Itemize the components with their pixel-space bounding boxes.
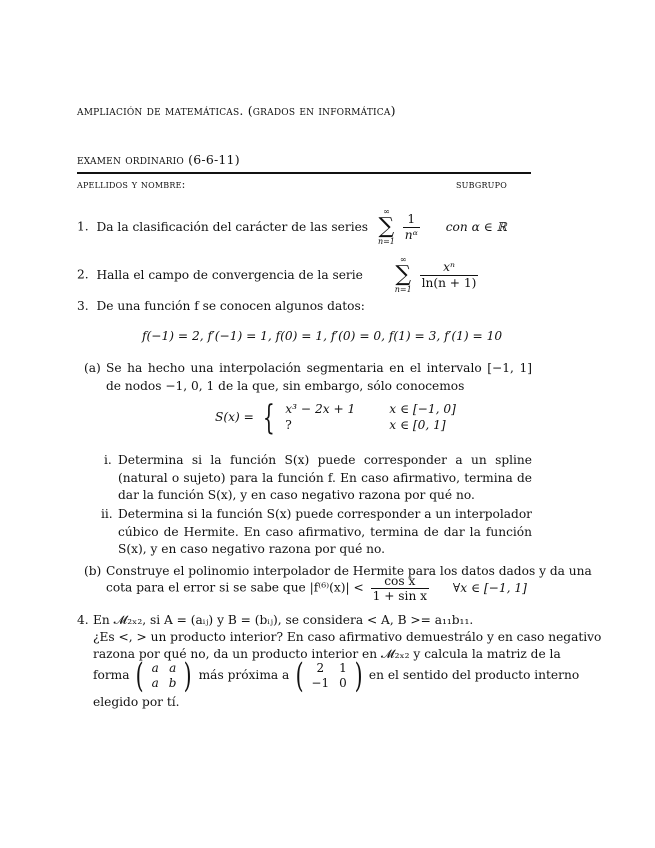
subgroup-label: subgrupo (456, 178, 507, 191)
question-number: 1. (77, 219, 89, 234)
right-paren: ) (354, 656, 363, 696)
case-condition: x ∈ [0, 1] (389, 418, 446, 432)
case-condition: x ∈ [−1, 0] (389, 402, 456, 417)
matrix-cell: a (151, 676, 159, 690)
fraction-numerator: cos x (371, 574, 429, 589)
closest-text: más próxima a (198, 668, 290, 683)
part-b-line-2 (106, 574, 527, 603)
course-title: ampliación de matemáticas. (grados en informática) (77, 103, 396, 118)
name-label: apellidos y nombre: (77, 178, 186, 191)
piecewise-lhs: S(x) = (215, 410, 254, 425)
bound-fraction (371, 574, 429, 603)
target-matrix (293, 656, 365, 696)
interval-condition: ∀x ∈ [−1, 1] (452, 580, 527, 595)
forma-text: forma (93, 668, 130, 683)
question-4-line-1: En 𝓜₂ₓ₂, si A = (aᵢⱼ) y B = (bᵢⱼ), se considera < A, B >= a₁₁b₁₁. (93, 613, 474, 627)
series-term (403, 212, 420, 241)
case-expression: x³ − 2x + 1 (285, 402, 356, 417)
sum-upper-limit: ∞ (383, 207, 390, 216)
question-4-line-3: razona por qué no, da un producto interior en 𝓜₂ₓ₂ y calcula la matriz de la (93, 647, 561, 661)
left-brace: { (262, 398, 275, 438)
matrix-table (306, 661, 351, 691)
exam-title: examen ordinario (6-6-11) (77, 152, 240, 167)
known-data-equation: f(−1) = 2, f′(−1) = 1, f(0) = 1, f′(0) = 0, f(1) = 3, f′(1) = 10 (142, 329, 503, 343)
question-number: 3. (77, 299, 89, 313)
piecewise-cases (283, 402, 464, 434)
part-b-line-1: Construye el polinomio interpolador de Hermite para los datos dados y da una (106, 564, 592, 578)
question-4-line-5: elegido por tí. (93, 695, 180, 709)
question-4-line-2: ¿Es <, > un producto interior? En caso afirmativo demuestrálo y en caso negativo (93, 630, 602, 644)
fraction-denominator: ln(n + 1) (421, 275, 477, 290)
subpart-ii-label: ii. (101, 507, 113, 521)
fraction-denominator: nᵅ (404, 227, 418, 242)
error-bound-text: cota para el error si se sabe que |f⁽⁶⁾(x)| < (106, 580, 364, 595)
case-row (283, 418, 464, 434)
matrix-table (147, 661, 182, 691)
fraction-denominator: 1 + sin x (372, 589, 428, 604)
case-row (283, 402, 464, 418)
matrix-cell: a (169, 661, 177, 675)
matrix-cell: 1 (339, 661, 347, 675)
series-term (420, 260, 479, 289)
matrix-cell: −1 (311, 676, 330, 690)
fraction-numerator: xⁿ (420, 260, 479, 275)
piecewise-function (215, 398, 464, 438)
left-paren: ( (136, 656, 144, 696)
question-text: Da la clasificación del carácter de las series (96, 219, 369, 234)
matrix-cell: a (151, 661, 159, 675)
matrix-form (133, 656, 194, 696)
matrix-cell: 2 (316, 661, 325, 675)
summation (378, 208, 395, 246)
question-1 (77, 208, 507, 246)
question-text: De una función f se conocen algunos datos: (96, 299, 365, 313)
question-number: 2. (77, 267, 89, 282)
part-a-label: (a) (84, 361, 101, 375)
part-a-text: Se ha hecho una interpolación segmentaria en el intervalo [−1, 1] de nodos −1, 0, 1 de la que, sin embargo, sólo conocemos (106, 361, 532, 393)
subpart-i-label: i. (104, 453, 112, 467)
part-b-label: (b) (84, 564, 102, 578)
matrix-cell: 0 (339, 676, 347, 690)
subpart-i-text: Determina si la función S(x) puede corresponder a un spline (natural o sujeto) para la función f. En caso afirmativo, termina de dar la función S(x), y en caso negativo razona por qué no. (118, 453, 532, 503)
question-3 (77, 298, 365, 316)
sum-lower-limit: n=1 (394, 285, 412, 294)
question-text: Halla el campo de convergencia de la serie (96, 267, 363, 282)
summation (395, 256, 412, 294)
case-expression: ? (285, 418, 292, 432)
sum-upper-limit: ∞ (399, 255, 407, 264)
sigma-symbol: ∑ (395, 262, 412, 287)
question-4-number: 4. (77, 613, 89, 627)
sigma-symbol: ∑ (378, 214, 395, 239)
left-paren: ( (295, 656, 304, 696)
inner-product-sense-text: en el sentido del producto interno (368, 668, 580, 683)
fraction-numerator: 1 (403, 212, 420, 227)
sum-lower-limit: n=1 (377, 237, 395, 246)
matrix-cell: b (168, 676, 177, 690)
question-4-line-4 (93, 656, 580, 696)
header-rule (77, 172, 531, 174)
subpart-ii-text: Determina si la función S(x) puede corresponder a un interpolador cúbico de Hermite. En caso afirmativo, termina de dar la función S(x), y en caso negativo razona por qué no. (118, 507, 532, 557)
right-paren: ) (184, 656, 193, 696)
question-2 (77, 256, 478, 294)
parameter-condition: con α ∈ ℝ (445, 219, 507, 234)
